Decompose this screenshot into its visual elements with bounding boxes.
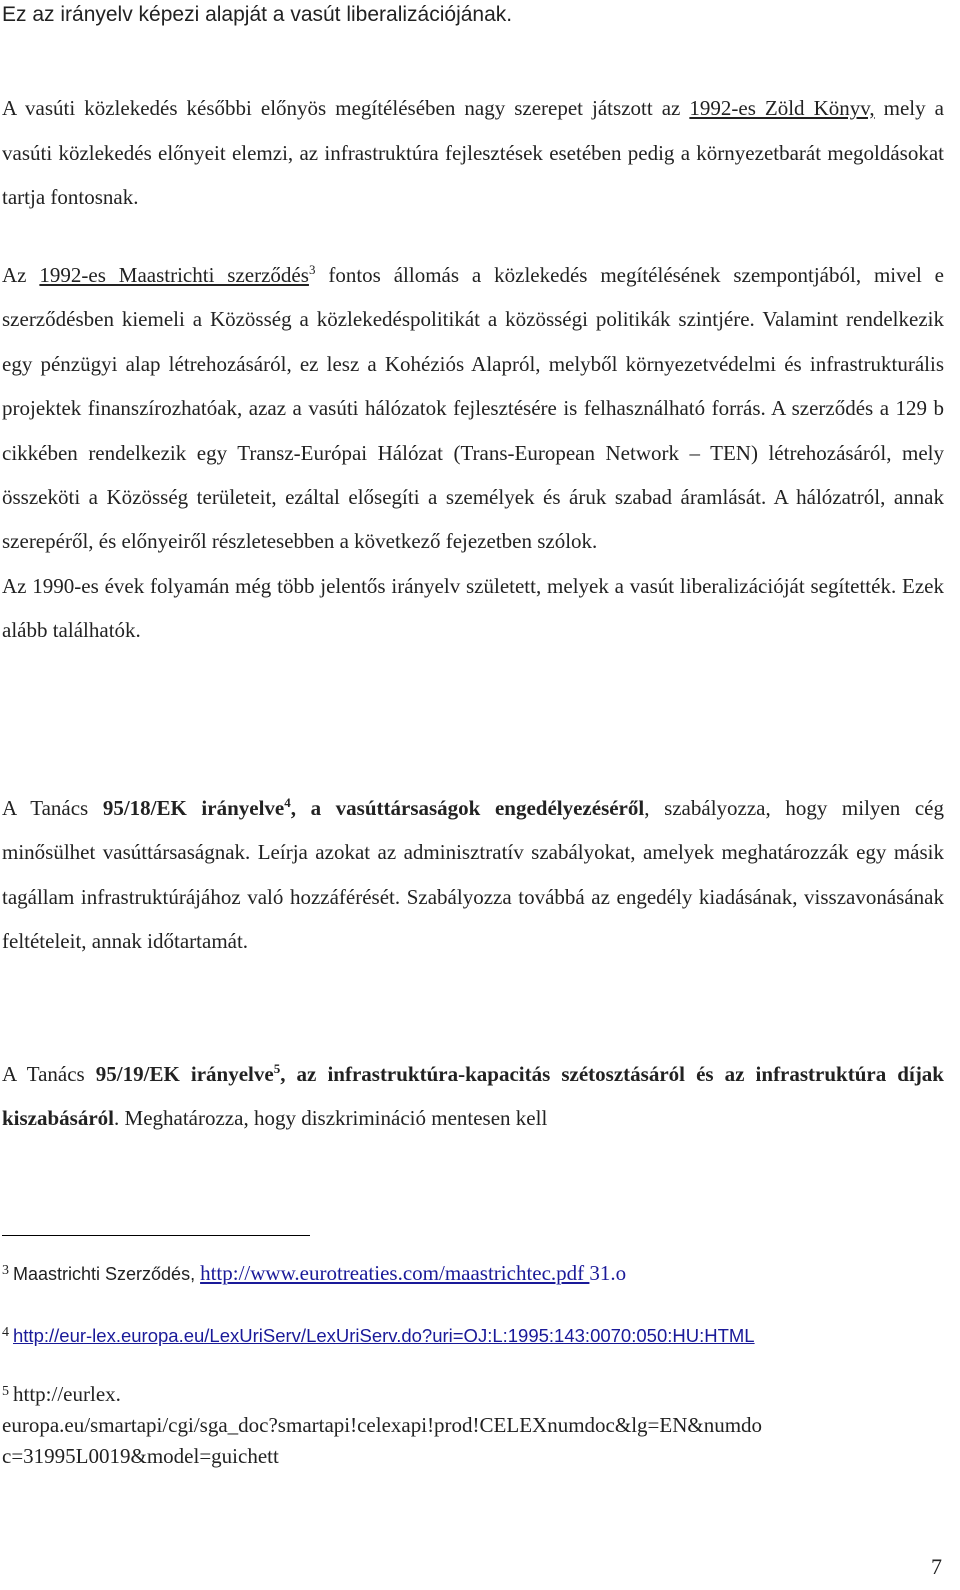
text: A Tanács xyxy=(2,796,103,820)
footnote-ref-4[interactable]: 4 xyxy=(284,795,291,810)
footnote-ref-5[interactable]: 5 xyxy=(273,1061,281,1076)
paragraph-intro xyxy=(2,0,944,30)
footnote-4 xyxy=(2,1318,942,1351)
text: . Meghatározza, hogy diszkrimináció mentesen kell xyxy=(114,1105,548,1130)
directive-subject: , a vasúttársaságok engedélyezéséről xyxy=(290,796,645,820)
paragraph-directive-95-19 xyxy=(2,1053,944,1140)
directive-title: 95/19/EK irányelve xyxy=(95,1062,274,1086)
footnote-divider xyxy=(2,1235,310,1236)
page-number: 7 xyxy=(931,1554,942,1579)
text: fontos állomás a közlekedés megítélésének szempontjából, mivel e szerződésben kiemeli a Közösség a közlekedéspolitikát a közösségi politikák szintjére. Valamint rendelkezik egy pénzügyi alap létrehozásáról, ez lesz a Kohéziós Alapról, melyből környezetvédelmi és infrastrukturális projektek finanszírozhatóak, azaz a vasúti hálózatok fejlesztésére is felhasználható forrás. A szerződés a 129 b cikkében rendelkezik egy Transz-Európai Hálózat (Trans-European Network – TEN) létrehozásáról, mely összeköti a Közösség területeit, ezáltal elősegíti a személyek és áruk szabad áramlását. A hálózatról, annak szerepéről, és előnyeiről részletesebben a következő fejezetben szólok. xyxy=(2,263,944,554)
directive-title: 95/18/EK irányelve xyxy=(102,796,285,820)
footnote-suffix: 31.o xyxy=(589,1261,627,1285)
eur-lex-link[interactable]: http://eur-lex.europa.eu/LexUriServ/LexUriServ.do?uri=OJ:L:1995:143:0070:050:HU:HTML xyxy=(13,1325,755,1346)
green-book-link[interactable]: 1992-es Zöld Könyv, xyxy=(689,96,875,120)
footnote-mark: 4 xyxy=(2,1325,9,1340)
footnote-3 xyxy=(2,1256,942,1289)
text: Az 1990-es évek folyamán még több jelentős irányelv született, melyek a vasút liberalizációját segítették. Ezek alább találhatók. xyxy=(2,573,944,643)
text: , szabályozza, hogy milyen cég minősülhet vasúttársaságnak. Leírja azokat az adminisztratív szabályokat, amelyek meghatározzák egy másik tagállam infrastruktúrájához való hozzáférését. Szabályozza továbbá az engedély kiadásának, visszavonásának feltételeit, annak időtartamát. xyxy=(2,796,944,954)
eurotreaties-link[interactable]: http://www.eurotreaties.com/maastrichtec.pdf xyxy=(200,1261,590,1285)
paragraph-maastricht xyxy=(2,253,944,653)
text: Az xyxy=(2,263,40,287)
maastricht-link[interactable]: 1992-es Maastrichti szerződés xyxy=(39,263,309,287)
footnote-5 xyxy=(2,1376,942,1472)
paragraph-green-book xyxy=(2,86,944,220)
directive-subject: , az infrastruktúra-kapacitás szétosztásáról és az infrastruktúra díjak kiszabásáról xyxy=(2,1062,944,1130)
text: mely a vasúti közlekedés előnyeit elemzi, az infrastruktúra fejlesztések esetében pedig a környezetbarát megoldásokat tartja fontosnak. xyxy=(2,96,944,209)
paragraph-intro-text: Ez az irányelv képezi alapját a vasút liberalizációjának. xyxy=(2,3,513,26)
text: A vasúti közlekedés későbbi előnyös megítélésében nagy szerepet játszott az xyxy=(2,96,690,120)
footnote-url-line[interactable]: http://eurlex. xyxy=(13,1382,121,1406)
footnote-url-line[interactable]: europa.eu/smartapi/cgi/sga_doc?smartapi!celexapi!prod!CELEXnumdoc&lg=EN&numdo xyxy=(2,1413,763,1437)
footnote-url-line[interactable]: c=31995L0019&model=guichett xyxy=(2,1444,279,1468)
footnote-ref-3[interactable]: 3 xyxy=(308,262,316,277)
footnote-mark: 3 xyxy=(2,1263,9,1278)
paragraph-directive-95-18 xyxy=(2,786,944,964)
footnote-mark: 5 xyxy=(2,1384,9,1399)
footnote-label: Maastrichti Szerződés, xyxy=(13,1264,201,1284)
text: A Tanács xyxy=(2,1062,96,1086)
